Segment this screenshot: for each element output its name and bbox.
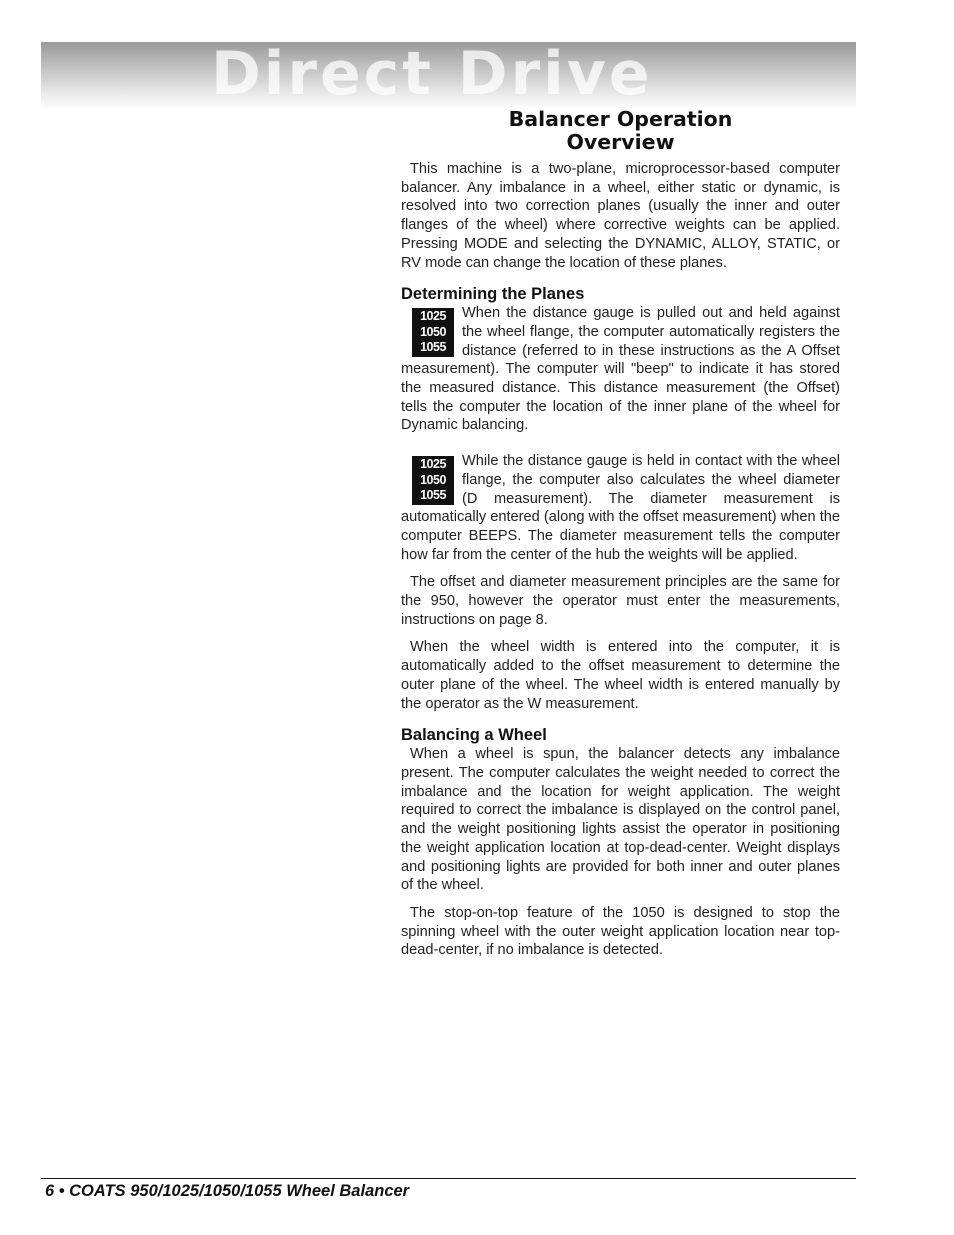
page-title-line-1: Balancer Operation [508, 107, 733, 131]
determining-block-1 [401, 304, 840, 435]
main-content [401, 108, 840, 969]
determining-paragraph-2: While the distance gauge is held in contact with the wheel flange, the computer also calculates the wheel diameter (D measurement). The diameter measurement is automatically entered (along with the offset measurement) when the computer BEEPS. The diameter measurement tells the computer how far from the center of the hub the weights will be applied. [401, 453, 840, 563]
model-number: 1055 [420, 340, 446, 355]
balancing-paragraph-2: The stop-on-top feature of the 1050 is designed to stop the spinning wheel with the outer weight application location near top-dead-center, if no imbalance is detected. [401, 904, 840, 959]
balancing-paragraph-1: When a wheel is spun, the balancer detects any imbalance present. The computer calculates the weight needed to correct the imbalance and the location for weight application. The weight required to correct the imbalance is displayed on the control panel, and the weight positioning lights assist the operator in positioning the weight application location at top-dead-center. Weight displays and positioning lights are provided for both inner and outer planes of the wheel. [401, 746, 840, 894]
page-title [401, 108, 840, 154]
determining-paragraph-1: When the distance gauge is pulled out and held against the wheel flange, the computer automatically registers the distance (referred to in these instructions as the A Offset measurement). The computer will "beep" to indicate it has stored the measured distance. This distance measurement (the Offset) tells the computer the location of the inner plane of the wheel for Dynamic balancing. [401, 305, 840, 434]
header-banner [41, 42, 856, 110]
model-badge [412, 456, 454, 505]
banner-title: Direct Drive [211, 42, 653, 109]
model-number: 1025 [420, 309, 446, 324]
page-title-line-2: Overview [566, 130, 675, 154]
model-badge [412, 308, 454, 357]
footer-page-label: 6 • COATS 950/1025/1050/1055 Wheel Balancer [45, 1182, 410, 1200]
determining-paragraph-3: The offset and diameter measurement principles are the same for the 950, however the operator must enter the measurements, instructions on page 8. [401, 574, 840, 628]
determining-block-2 [401, 452, 840, 564]
intro-paragraph: This machine is a two-plane, microprocessor-based computer balancer. Any imbalance in a wheel, either static or dynamic, is resolved into two correction planes (usually the inner and outer flanges of the wheel) where corrective weights can be applied. Pressing MODE and selecting the DYNAMIC, ALLOY, STATIC, or RV mode can change the location of these planes. [401, 161, 840, 271]
model-number: 1025 [420, 457, 446, 472]
model-number: 1055 [420, 488, 446, 503]
balancing-heading: Balancing a Wheel [401, 726, 547, 745]
model-number: 1050 [420, 324, 446, 339]
determining-heading: Determining the Planes [401, 285, 585, 304]
determining-paragraph-4: When the wheel width is entered into the computer, it is automatically added to the offset measurement to determine the outer plane of the wheel. The wheel width is entered manually by the operator as the W measurement. [401, 639, 840, 712]
footer-divider [41, 1178, 856, 1179]
model-number: 1050 [420, 472, 446, 487]
